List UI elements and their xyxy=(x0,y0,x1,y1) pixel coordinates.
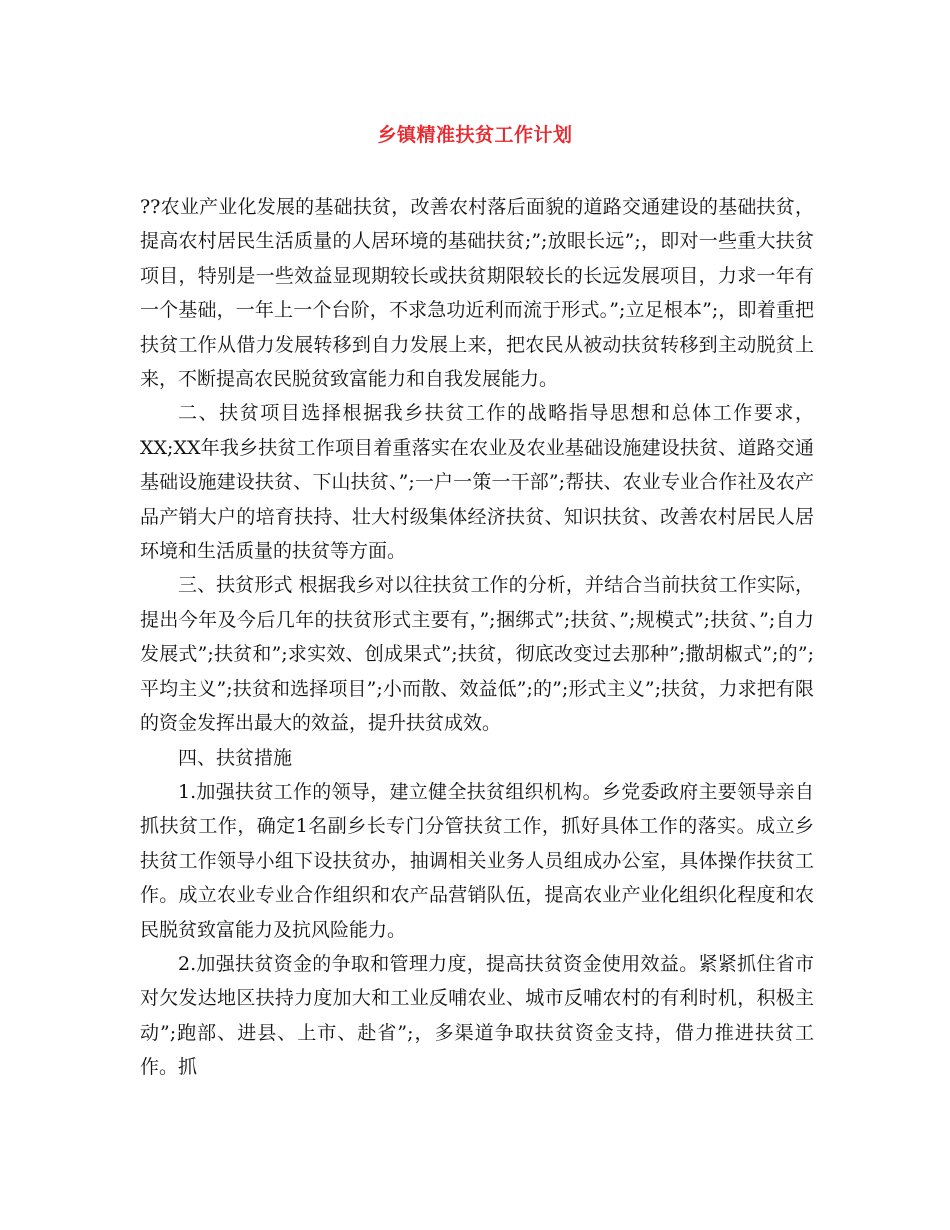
paragraph-section-3: 三、扶贫形式 根据我乡对以往扶贫工作的分析，并结合当前扶贫工作实际，提出今年及今后几年的扶贫形式主要有，”;捆绑式”;扶贫、”;规模式”;扶贫、”;自力发展式”;扶贫和”;求实效、创成果式”;扶贫，彻底改变过去那种”;撒胡椒式”;的”;平均主义”;扶贫和选择项目”;小而散、效益低”;的”;形式主义”;扶贫，力求把有限的资金发挥出最大的效益，提升扶贫成效。 xyxy=(140,574,814,735)
paragraph-intro: ??农业产业化发展的基础扶贫，改善农村落后面貌的道路交通建设的基础扶贫，提高农村居民生活质量的人居环境的基础扶贫;”;放眼长远”;，即对一些重大扶贫项目，特别是一些效益显现期较长或扶贫期限较长的长远发展项目，力求一年有一个基础，一年上一个台阶，不求急功近利而流于形式。”;立足根本”;，即着重把扶贫工作从借力发展转移到自力发展上来，把农民从被动扶贫转移到主动脱贫上来，不断提高农民脱贫致富能力和自我发展能力。 xyxy=(140,196,814,391)
document-body xyxy=(140,190,814,1085)
paragraph-section-4-heading: 四、扶贫措施 xyxy=(178,746,293,769)
document-title: 乡镇精准扶贫工作计划 xyxy=(377,124,573,146)
paragraph-section-2: 二、扶贫项目选择根据我乡扶贫工作的战略指导思想和总体工作要求，XX;XX年我乡扶贫工作项目着重落实在农业及农业基础设施建设扶贫、道路交通基础设施建设扶贫、下山扶贫、”;一户一策一干部”;帮扶、农业专业合作社及农产品产销大户的培育扶持、壮大村级集体经济扶贫、知识扶贫、改善农村居民人居环境和生活质量的扶贫等方面。 xyxy=(140,402,814,563)
paragraph-measure-2: 2.加强扶贫资金的争取和管理力度，提高扶贫资金使用效益。紧紧抓住省市对欠发达地区扶持力度加大和工业反哺农业、城市反哺农村的有利时机，积极主动”;跑部、进县、上市、赴省”;，多渠道争取扶贫资金支持，借力推进扶贫工作。抓 xyxy=(140,952,814,1079)
paragraph-measure-1: 1.加强扶贫工作的领导，建立健全扶贫组织机构。乡党委政府主要领导亲自抓扶贫工作，确定1名副乡长专门分管扶贫工作，抓好具体工作的落实。成立乡扶贫工作领导小组下设扶贫办，抽调相关业务人员组成办公室，具体操作扶贫工作。成立农业专业合作组织和农产品营销队伍，提高农业产业化组织化程度和农民脱贫致富能力及抗风险能力。 xyxy=(140,780,814,941)
